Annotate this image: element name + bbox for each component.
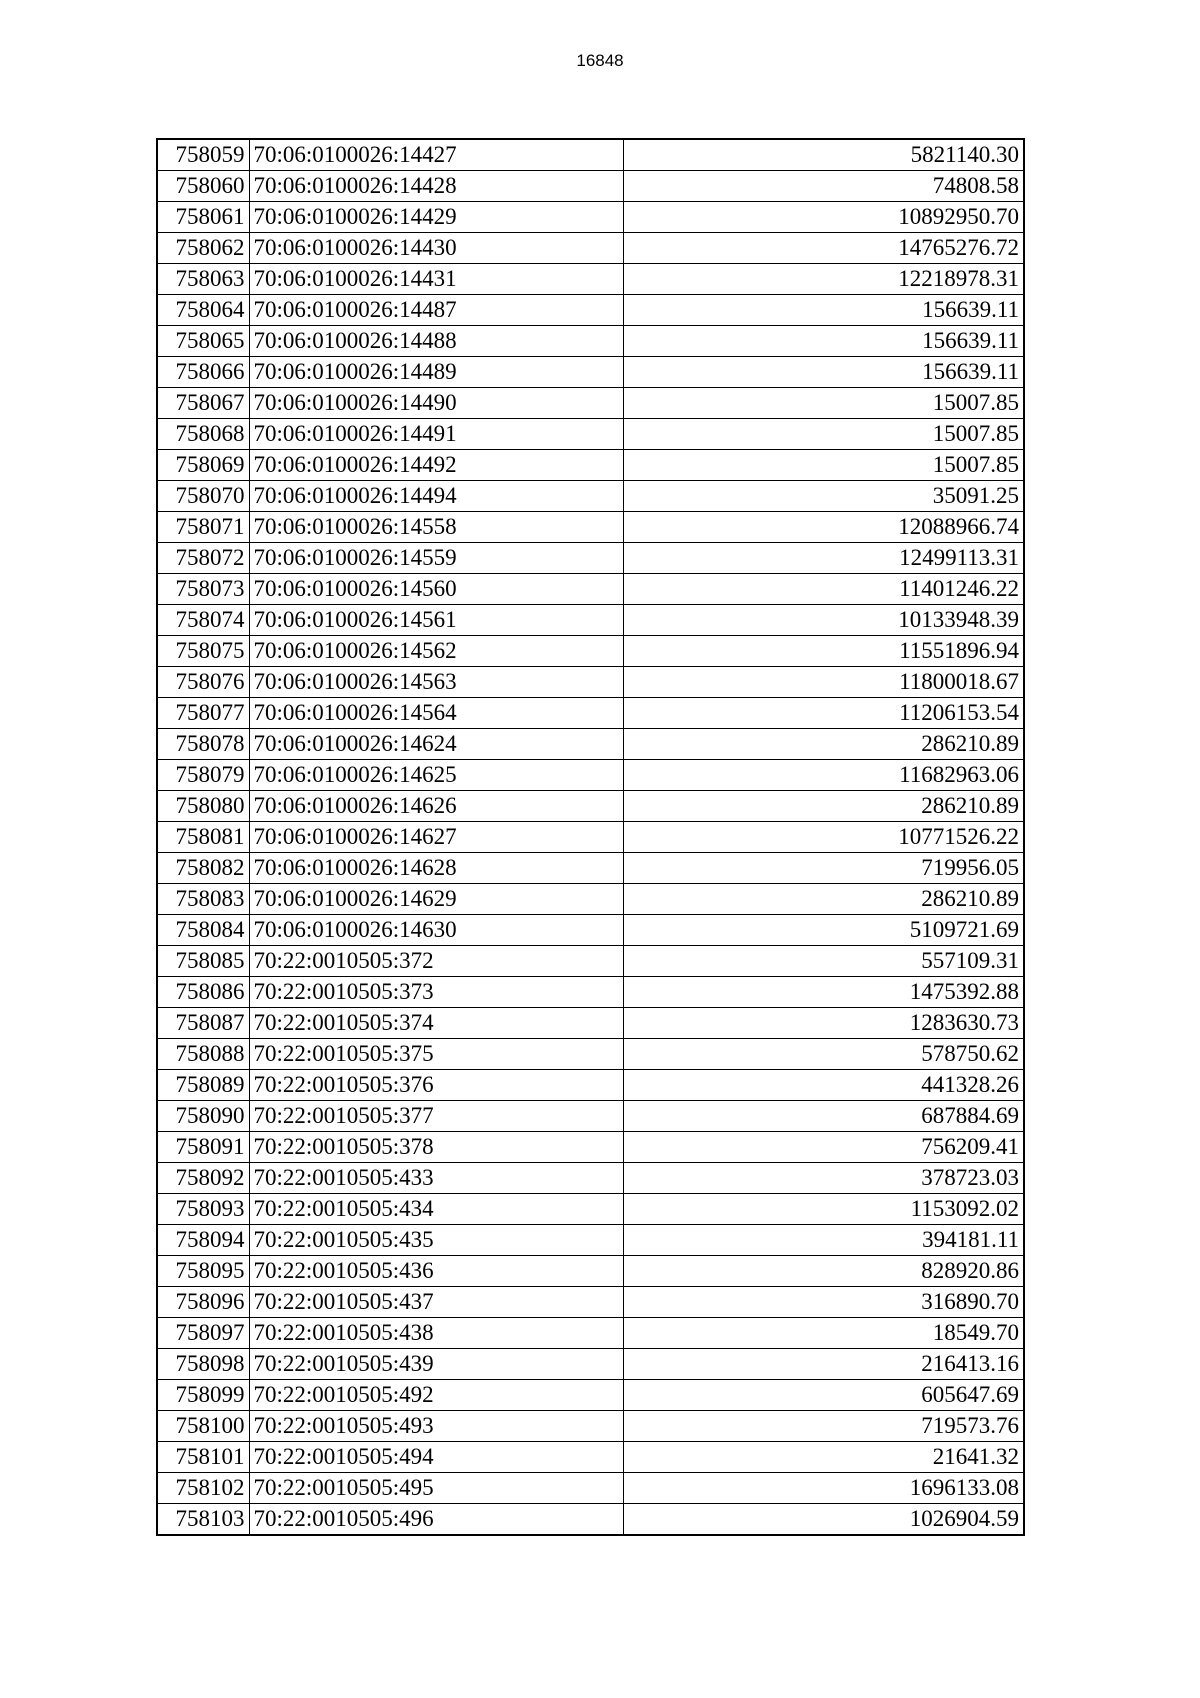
table-row xyxy=(157,1411,1024,1442)
value-cell: 1153092.02 xyxy=(623,1194,1024,1225)
value-cell: 156639.11 xyxy=(623,357,1024,388)
row-number-cell: 758083 xyxy=(157,884,249,915)
cadastral-number-cell: 70:06:0100026:14494 xyxy=(249,481,623,512)
cadastral-number-cell: 70:06:0100026:14562 xyxy=(249,636,623,667)
row-number-cell: 758103 xyxy=(157,1504,249,1536)
value-cell: 756209.41 xyxy=(623,1132,1024,1163)
row-number-cell: 758098 xyxy=(157,1349,249,1380)
row-number-cell: 758096 xyxy=(157,1287,249,1318)
value-cell: 12088966.74 xyxy=(623,512,1024,543)
row-number-cell: 758076 xyxy=(157,667,249,698)
table-row xyxy=(157,1194,1024,1225)
table-row xyxy=(157,1504,1024,1536)
table-row xyxy=(157,202,1024,233)
cadastral-number-cell: 70:22:0010505:434 xyxy=(249,1194,623,1225)
row-number-cell: 758075 xyxy=(157,636,249,667)
cadastral-number-cell: 70:22:0010505:377 xyxy=(249,1101,623,1132)
table-row xyxy=(157,1225,1024,1256)
cadastral-number-cell: 70:22:0010505:435 xyxy=(249,1225,623,1256)
value-cell: 441328.26 xyxy=(623,1070,1024,1101)
value-cell: 719956.05 xyxy=(623,853,1024,884)
value-cell: 286210.89 xyxy=(623,729,1024,760)
cadastral-number-cell: 70:06:0100026:14629 xyxy=(249,884,623,915)
row-number-cell: 758093 xyxy=(157,1194,249,1225)
table-row xyxy=(157,574,1024,605)
row-number-cell: 758087 xyxy=(157,1008,249,1039)
value-cell: 14765276.72 xyxy=(623,233,1024,264)
value-cell: 74808.58 xyxy=(623,171,1024,202)
row-number-cell: 758085 xyxy=(157,946,249,977)
value-cell: 1696133.08 xyxy=(623,1473,1024,1504)
table-row xyxy=(157,977,1024,1008)
row-number-cell: 758088 xyxy=(157,1039,249,1070)
table-row xyxy=(157,326,1024,357)
table-row xyxy=(157,512,1024,543)
value-cell: 15007.85 xyxy=(623,419,1024,450)
cadastral-number-cell: 70:06:0100026:14561 xyxy=(249,605,623,636)
table-row xyxy=(157,388,1024,419)
cadastral-number-cell: 70:06:0100026:14430 xyxy=(249,233,623,264)
value-cell: 578750.62 xyxy=(623,1039,1024,1070)
row-number-cell: 758064 xyxy=(157,295,249,326)
value-cell: 21641.32 xyxy=(623,1442,1024,1473)
value-cell: 12499113.31 xyxy=(623,543,1024,574)
cadastral-number-cell: 70:22:0010505:496 xyxy=(249,1504,623,1536)
cadastral-number-cell: 70:22:0010505:437 xyxy=(249,1287,623,1318)
value-cell: 1475392.88 xyxy=(623,977,1024,1008)
table-row xyxy=(157,1070,1024,1101)
table-row xyxy=(157,171,1024,202)
row-number-cell: 758068 xyxy=(157,419,249,450)
value-cell: 15007.85 xyxy=(623,388,1024,419)
table-body xyxy=(157,139,1024,1535)
cadastral-number-cell: 70:06:0100026:14491 xyxy=(249,419,623,450)
row-number-cell: 758073 xyxy=(157,574,249,605)
value-cell: 286210.89 xyxy=(623,884,1024,915)
row-number-cell: 758092 xyxy=(157,1163,249,1194)
cadastral-number-cell: 70:22:0010505:492 xyxy=(249,1380,623,1411)
table-row xyxy=(157,946,1024,977)
value-cell: 687884.69 xyxy=(623,1101,1024,1132)
value-cell: 156639.11 xyxy=(623,295,1024,326)
cadastral-number-cell: 70:22:0010505:495 xyxy=(249,1473,623,1504)
value-cell: 11206153.54 xyxy=(623,698,1024,729)
row-number-cell: 758095 xyxy=(157,1256,249,1287)
table-row xyxy=(157,295,1024,326)
cadastral-number-cell: 70:22:0010505:439 xyxy=(249,1349,623,1380)
cadastral-number-cell: 70:06:0100026:14489 xyxy=(249,357,623,388)
cadastral-number-cell: 70:06:0100026:14564 xyxy=(249,698,623,729)
value-cell: 12218978.31 xyxy=(623,264,1024,295)
cadastral-number-cell: 70:22:0010505:436 xyxy=(249,1256,623,1287)
row-number-cell: 758078 xyxy=(157,729,249,760)
cadastral-number-cell: 70:06:0100026:14429 xyxy=(249,202,623,233)
table-row xyxy=(157,1287,1024,1318)
value-cell: 15007.85 xyxy=(623,450,1024,481)
value-cell: 11682963.06 xyxy=(623,760,1024,791)
table-row xyxy=(157,1318,1024,1349)
cadastral-number-cell: 70:06:0100026:14428 xyxy=(249,171,623,202)
row-number-cell: 758060 xyxy=(157,171,249,202)
row-number-cell: 758066 xyxy=(157,357,249,388)
value-cell: 828920.86 xyxy=(623,1256,1024,1287)
cadastral-number-cell: 70:06:0100026:14559 xyxy=(249,543,623,574)
table-row xyxy=(157,1473,1024,1504)
row-number-cell: 758077 xyxy=(157,698,249,729)
value-cell: 216413.16 xyxy=(623,1349,1024,1380)
table-row xyxy=(157,729,1024,760)
value-cell: 156639.11 xyxy=(623,326,1024,357)
cadastral-number-cell: 70:22:0010505:378 xyxy=(249,1132,623,1163)
value-cell: 605647.69 xyxy=(623,1380,1024,1411)
table-row xyxy=(157,543,1024,574)
cadastral-number-cell: 70:06:0100026:14627 xyxy=(249,822,623,853)
value-cell: 316890.70 xyxy=(623,1287,1024,1318)
table-row xyxy=(157,915,1024,946)
cadastral-number-cell: 70:22:0010505:373 xyxy=(249,977,623,1008)
value-cell: 11551896.94 xyxy=(623,636,1024,667)
row-number-cell: 758063 xyxy=(157,264,249,295)
cadastral-number-cell: 70:06:0100026:14431 xyxy=(249,264,623,295)
cadastre-table xyxy=(156,138,1025,1536)
table-row xyxy=(157,667,1024,698)
cadastral-number-cell: 70:22:0010505:433 xyxy=(249,1163,623,1194)
cadastral-number-cell: 70:22:0010505:493 xyxy=(249,1411,623,1442)
page-number: 16848 xyxy=(576,51,624,70)
row-number-cell: 758097 xyxy=(157,1318,249,1349)
cadastral-number-cell: 70:06:0100026:14490 xyxy=(249,388,623,419)
table-row xyxy=(157,233,1024,264)
value-cell: 5821140.30 xyxy=(623,139,1024,171)
cadastral-number-cell: 70:06:0100026:14630 xyxy=(249,915,623,946)
row-number-cell: 758102 xyxy=(157,1473,249,1504)
table-row xyxy=(157,419,1024,450)
table-row xyxy=(157,1132,1024,1163)
value-cell: 1026904.59 xyxy=(623,1504,1024,1536)
row-number-cell: 758061 xyxy=(157,202,249,233)
row-number-cell: 758079 xyxy=(157,760,249,791)
table-row xyxy=(157,450,1024,481)
row-number-cell: 758062 xyxy=(157,233,249,264)
table-row xyxy=(157,481,1024,512)
row-number-cell: 758067 xyxy=(157,388,249,419)
row-number-cell: 758094 xyxy=(157,1225,249,1256)
table-row xyxy=(157,1008,1024,1039)
table-row xyxy=(157,884,1024,915)
cadastral-number-cell: 70:06:0100026:14625 xyxy=(249,760,623,791)
row-number-cell: 758074 xyxy=(157,605,249,636)
value-cell: 286210.89 xyxy=(623,791,1024,822)
row-number-cell: 758091 xyxy=(157,1132,249,1163)
cadastral-number-cell: 70:06:0100026:14492 xyxy=(249,450,623,481)
row-number-cell: 758101 xyxy=(157,1442,249,1473)
value-cell: 11800018.67 xyxy=(623,667,1024,698)
value-cell: 557109.31 xyxy=(623,946,1024,977)
value-cell: 719573.76 xyxy=(623,1411,1024,1442)
cadastral-number-cell: 70:22:0010505:372 xyxy=(249,946,623,977)
cadastral-number-cell: 70:06:0100026:14427 xyxy=(249,139,623,171)
row-number-cell: 758071 xyxy=(157,512,249,543)
table-row xyxy=(157,1256,1024,1287)
table-row xyxy=(157,636,1024,667)
cadastral-number-cell: 70:06:0100026:14487 xyxy=(249,295,623,326)
table-row xyxy=(157,760,1024,791)
row-number-cell: 758100 xyxy=(157,1411,249,1442)
cadastral-number-cell: 70:06:0100026:14488 xyxy=(249,326,623,357)
table-row xyxy=(157,1163,1024,1194)
value-cell: 10133948.39 xyxy=(623,605,1024,636)
row-number-cell: 758069 xyxy=(157,450,249,481)
table-row xyxy=(157,1101,1024,1132)
value-cell: 10892950.70 xyxy=(623,202,1024,233)
row-number-cell: 758082 xyxy=(157,853,249,884)
value-cell: 35091.25 xyxy=(623,481,1024,512)
row-number-cell: 758099 xyxy=(157,1380,249,1411)
table-row xyxy=(157,1349,1024,1380)
row-number-cell: 758084 xyxy=(157,915,249,946)
row-number-cell: 758065 xyxy=(157,326,249,357)
table-row xyxy=(157,264,1024,295)
table-row xyxy=(157,1442,1024,1473)
table-row xyxy=(157,698,1024,729)
table-row xyxy=(157,791,1024,822)
cadastral-number-cell: 70:06:0100026:14563 xyxy=(249,667,623,698)
cadastral-number-cell: 70:22:0010505:494 xyxy=(249,1442,623,1473)
row-number-cell: 758081 xyxy=(157,822,249,853)
value-cell: 394181.11 xyxy=(623,1225,1024,1256)
row-number-cell: 758072 xyxy=(157,543,249,574)
table-row xyxy=(157,1380,1024,1411)
table-row xyxy=(157,1039,1024,1070)
table-row xyxy=(157,822,1024,853)
row-number-cell: 758059 xyxy=(157,139,249,171)
row-number-cell: 758080 xyxy=(157,791,249,822)
value-cell: 18549.70 xyxy=(623,1318,1024,1349)
cadastral-number-cell: 70:22:0010505:376 xyxy=(249,1070,623,1101)
row-number-cell: 758070 xyxy=(157,481,249,512)
table-row xyxy=(157,605,1024,636)
cadastral-number-cell: 70:06:0100026:14626 xyxy=(249,791,623,822)
cadastral-number-cell: 70:22:0010505:374 xyxy=(249,1008,623,1039)
table-row xyxy=(157,357,1024,388)
cadastral-number-cell: 70:22:0010505:375 xyxy=(249,1039,623,1070)
value-cell: 1283630.73 xyxy=(623,1008,1024,1039)
cadastral-number-cell: 70:06:0100026:14628 xyxy=(249,853,623,884)
value-cell: 5109721.69 xyxy=(623,915,1024,946)
cadastral-number-cell: 70:06:0100026:14560 xyxy=(249,574,623,605)
value-cell: 10771526.22 xyxy=(623,822,1024,853)
cadastral-number-cell: 70:06:0100026:14624 xyxy=(249,729,623,760)
cadastral-number-cell: 70:22:0010505:438 xyxy=(249,1318,623,1349)
row-number-cell: 758086 xyxy=(157,977,249,1008)
value-cell: 11401246.22 xyxy=(623,574,1024,605)
cadastral-number-cell: 70:06:0100026:14558 xyxy=(249,512,623,543)
row-number-cell: 758089 xyxy=(157,1070,249,1101)
value-cell: 378723.03 xyxy=(623,1163,1024,1194)
row-number-cell: 758090 xyxy=(157,1101,249,1132)
table-row xyxy=(157,853,1024,884)
table-row xyxy=(157,139,1024,171)
